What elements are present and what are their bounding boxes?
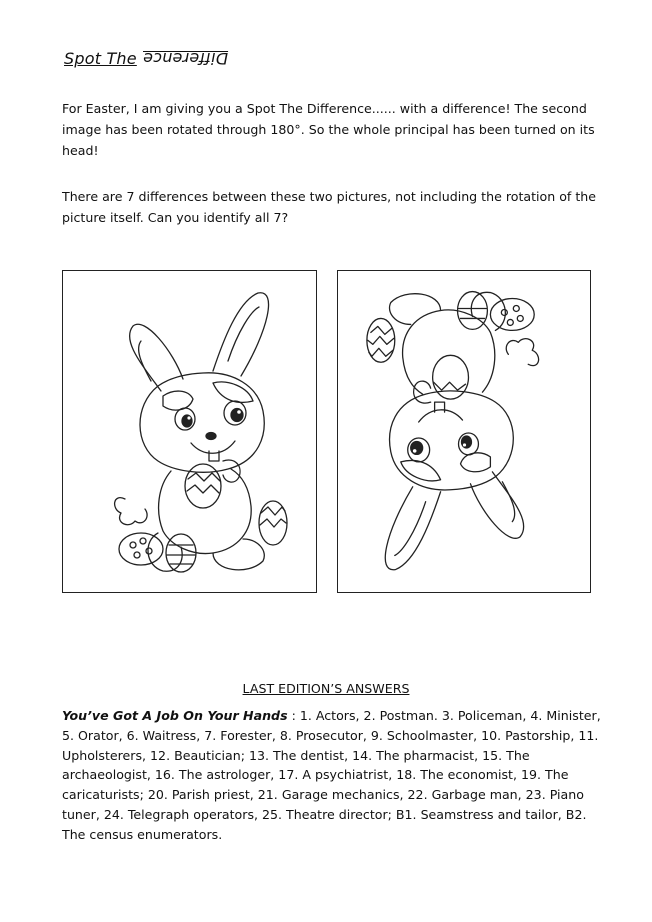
easter-bunny-icon (63, 271, 316, 592)
easter-bunny-rotated-icon (338, 271, 590, 592)
intro-paragraph-2: There are 7 differences between these two pictures, not including the rotation of the picture itself. Can you identify all 7? (62, 189, 597, 225)
picture-frame-right (337, 270, 591, 593)
answers-text (62, 706, 602, 845)
picture-frame-left (62, 270, 317, 593)
answers-body: : 1. Actors, 2. Postman. 3. Policeman, 4. Minister, 5. Orator, 6. Waitress, 7. Forester, 8. Prosecutor, 9. Schoolmaster, 10. Pastorship, 11. Upholsterers, 12. Beautician; 13. The dentist, 14. The pharmacist, 15. The archaeologist, 16. The astrologer, 17. A psychiatrist, 18. The economist, 19. The caricaturists; 20. Parish priest, 21. Garage mechanics, 22. Garbage man, 23. Piano tuner, 24. Telegraph operators, 25. Theatre director; B1. Seamstress and tailor, B2. The census enumerators. (62, 708, 601, 842)
title-flipped: Difference (142, 49, 228, 68)
title-upright: Spot The (64, 49, 137, 68)
answers-lead: You’ve Got A Job On Your Hands (62, 708, 288, 723)
answers-heading: LAST EDITION’S ANSWERS (242, 681, 410, 696)
page-title (64, 49, 228, 68)
intro-paragraph-1: For Easter, I am giving you a Spot The Difference...... with a difference! The second image has been rotated through 180°. So the whole principal has been turned on its head! (62, 101, 595, 158)
